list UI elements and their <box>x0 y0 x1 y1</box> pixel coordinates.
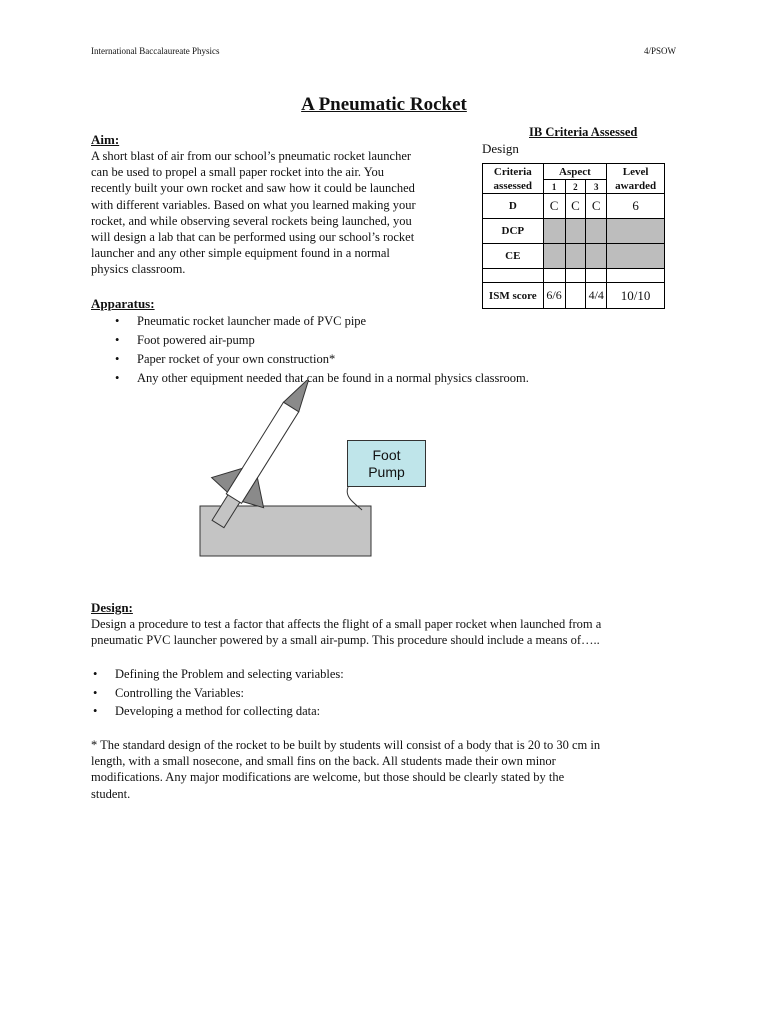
ism-aspect-1: 6/6 <box>543 283 565 309</box>
aim-heading: Aim: <box>91 132 120 147</box>
note-line: * The standard design of the rocket to be built by students will consist of a body that is 20 to 30 cm in <box>91 738 601 752</box>
level-col-header-l2: awarded <box>615 179 657 192</box>
list-item: • Defining the Problem and selecting variables: <box>91 665 651 684</box>
criteria-subheading: Design <box>482 141 519 156</box>
row-criteria: DCP <box>483 219 544 244</box>
level-col-header-l1: Level <box>622 165 649 178</box>
row-aspect-1 <box>543 244 565 269</box>
list-item: • Foot powered air-pump <box>91 331 651 350</box>
empty-cell <box>543 269 565 283</box>
empty-cell <box>483 269 544 283</box>
table-row <box>483 194 665 219</box>
row-aspect-3 <box>586 244 607 269</box>
apparatus-heading: Apparatus: <box>91 296 155 311</box>
rocket-note <box>91 737 691 802</box>
row-level <box>607 219 665 244</box>
apparatus-list <box>91 312 651 388</box>
empty-cell <box>607 269 665 283</box>
list-item: • Pneumatic rocket launcher made of PVC pipe <box>91 312 651 331</box>
row-level: 6 <box>607 194 665 219</box>
aim-line: physics classroom. <box>91 262 186 277</box>
ism-aspect-2 <box>565 283 586 309</box>
design-line: Design a procedure to test a factor that affects the flight of a small paper rocket when launched from a <box>91 617 602 631</box>
list-item: • Developing a method for collecting data: <box>91 702 651 721</box>
list-item: • Any other equipment needed that can be found in a normal physics classroom. <box>91 369 651 388</box>
aim-line: rocket, and while observing several rockets being launched, you <box>91 213 412 228</box>
criteria-heading: IB Criteria Assessed <box>529 125 638 139</box>
aim-line: launcher and any other simple equipment found in a normal <box>91 246 390 261</box>
design-heading: Design: <box>91 600 133 615</box>
aspect-number: 2 <box>565 180 586 194</box>
criteria-col-header-l2: assessed <box>493 179 533 192</box>
table-row-ism <box>483 283 665 309</box>
list-item: • Controlling the Variables: <box>91 684 651 703</box>
aspect-col-header: Aspect <box>543 164 607 180</box>
design-paragraph <box>91 616 691 648</box>
list-item: • Paper rocket of your own construction* <box>91 350 651 369</box>
aim-line: can be used to propel a small paper rocket into the air. You <box>91 165 384 180</box>
aim-line: recently built your own rocket and saw how it could be launched <box>91 181 415 196</box>
design-list <box>91 665 651 721</box>
foot-pump-box <box>347 440 426 487</box>
rocket-body <box>226 402 298 503</box>
row-criteria: CE <box>483 244 544 269</box>
ism-level: 10/10 <box>607 283 665 309</box>
row-aspect-3 <box>586 219 607 244</box>
criteria-col-header <box>483 164 544 194</box>
note-line: student. <box>91 786 131 801</box>
page-title: A Pneumatic Rocket <box>301 94 467 115</box>
design-line: pneumatic PVC launcher powered by a small air-pump. This procedure should include a means of….. <box>91 633 600 648</box>
note-line: length, with a small nosecone, and small fins on the back. All students made their own minor <box>91 754 556 769</box>
row-aspect-2: C <box>565 194 586 219</box>
header-course: International Baccalaureate Physics <box>91 46 220 56</box>
aspect-number: 3 <box>586 180 607 194</box>
aim-line: with different variables. Based on what you learned making your <box>91 197 416 212</box>
empty-cell <box>565 269 586 283</box>
criteria-col-header-l1: Criteria <box>493 165 532 178</box>
aim-paragraph <box>91 148 471 278</box>
pump-label-line2: Pump <box>368 464 405 480</box>
aspect-number: 1 <box>543 180 565 194</box>
table-row <box>483 244 665 269</box>
row-aspect-1: C <box>543 194 565 219</box>
row-aspect-2 <box>565 244 586 269</box>
table-row-empty <box>483 269 665 283</box>
row-criteria: D <box>483 194 544 219</box>
row-level <box>607 244 665 269</box>
aim-line: A short blast of air from our school’s pneumatic rocket launcher <box>91 149 412 163</box>
criteria-table <box>482 163 665 309</box>
row-aspect-1 <box>543 219 565 244</box>
ism-label: ISM score <box>483 283 544 309</box>
ism-aspect-3: 4/4 <box>586 283 607 309</box>
empty-cell <box>586 269 607 283</box>
aim-line: will design a lab that can be performed using our school’s rocket <box>91 230 415 245</box>
row-aspect-3: C <box>586 194 607 219</box>
header-code: 4/PSOW <box>643 46 676 56</box>
row-aspect-2 <box>565 219 586 244</box>
note-line: modifications. Any major modifications are welcome, but those should be clearly stated by the <box>91 770 565 785</box>
pump-label-line1: Foot <box>372 447 401 463</box>
level-col-header <box>607 164 665 194</box>
table-row <box>483 219 665 244</box>
